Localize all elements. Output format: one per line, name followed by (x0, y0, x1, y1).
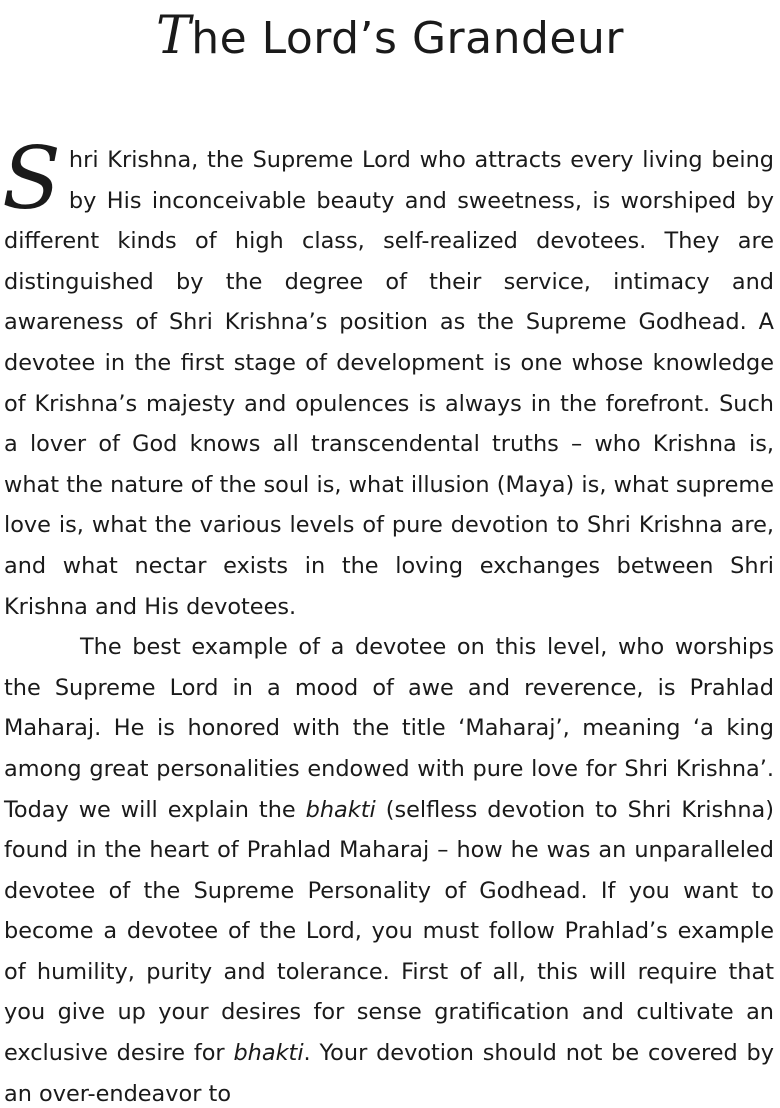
paragraph-2-text-b: (selfless devotion to Shri Krishna) found in the heart of Prahlad Maharaj – how he was an unparalleled devotee of the Supreme Personality of Godhead. If you want to become a devotee of the Lord, you must follow Prahlad’s example of humility, purity and tolerance. First of all, this will require that you give up your desires for sense gratification and cultivate an exclusive desire for (4, 796, 774, 1067)
paragraph-2 (4, 627, 774, 1108)
chapter-title (0, 6, 780, 69)
bhakti-term-1: bhakti (305, 796, 376, 823)
chapter-body (2, 129, 774, 1108)
paragraph-1-text: hri Krishna, the Supreme Lord who attracts every living being by His inconceivable beauty and sweetness, is worshiped by different kinds of high class, self-realized devotees. They are distinguished by the degree of their service, intimacy and awareness of Shri Krishna’s position as the Supreme Godhead. A devotee in the first stage of development is one whose knowledge of Krishna’s majesty and opulences is always in the forefront. Such a lover of God knows all transcendental truths – who Krishna is, what the nature of the soul is, what illusion (Maya) is, what supreme love is, what the various levels of pure devotion to Shri Krishna are, and what nectar exists in the loving exchanges between Shri Krishna and His devotees. (4, 147, 774, 620)
paragraph-1 (2, 129, 774, 627)
chapter-title-initial: T (156, 6, 192, 66)
chapter-title-text: he Lord’s Grandeur (191, 13, 624, 64)
paragraph-2-text-c: . Your devotion should not be covered by an over-endeavor to (4, 1040, 774, 1107)
drop-cap: S (2, 129, 61, 229)
paragraph-2-text-a: The best example of a devotee on this level, who worships the Supreme Lord in a mood of awe and reverence, is Prahlad Maharaj. He is honored with the title ‘Maharaj’, meaning ‘a king among great personalities endowed with pure love for Shri Krishna’. Today we will explain the (4, 634, 774, 823)
bhakti-term-2: bhakti (233, 1040, 304, 1067)
